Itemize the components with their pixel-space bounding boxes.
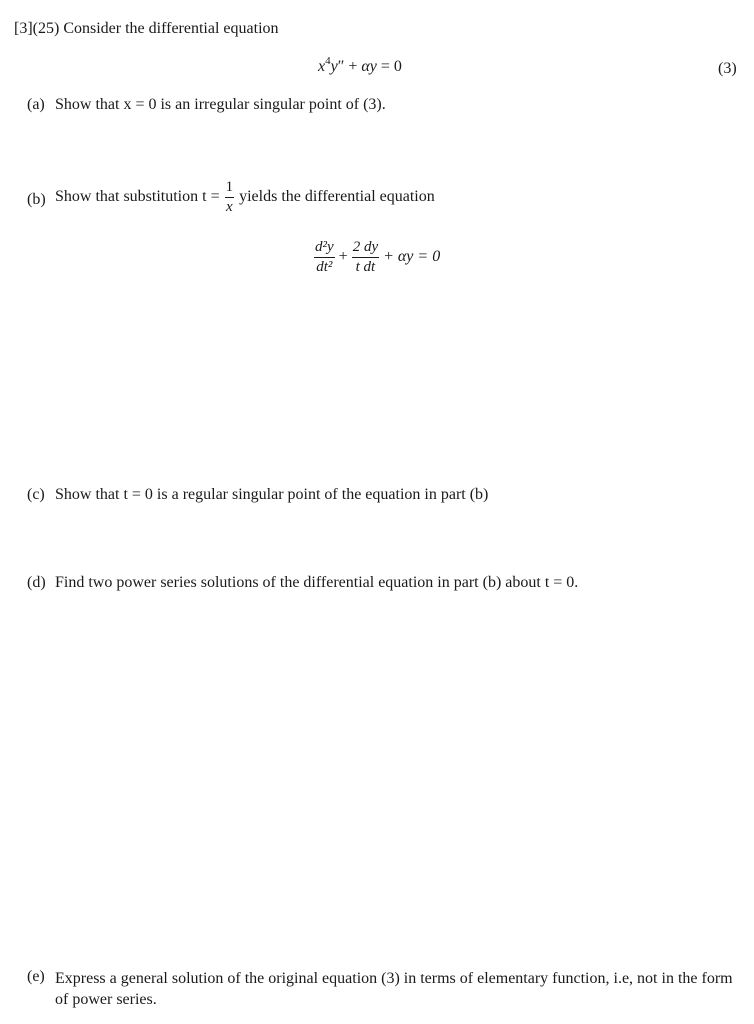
part-c-text: Show that t = 0 is a regular singular point of the equation in part (b) <box>55 486 489 503</box>
part-d-text: Find two power series solutions of the differential equation in part (b) about t = 0. <box>55 574 579 591</box>
plus-sign: + <box>338 248 348 265</box>
part-b-label: (b) <box>27 191 46 208</box>
part-b-equation <box>314 236 440 278</box>
part-d-label: (d) <box>27 574 46 591</box>
part-a-text: Show that x = 0 is an irregular singular point of (3). <box>55 96 386 113</box>
substitution-fraction <box>225 180 235 215</box>
second-derivative-term <box>314 240 335 275</box>
part-b-text-before: Show that substitution t = <box>55 188 220 205</box>
part-b-line <box>55 177 435 217</box>
part-c-label: (c) <box>27 486 45 503</box>
part-a-label: (a) <box>27 96 45 113</box>
part-e-text: Express a general solution of the original equation (3) in terms of elementary function, i.e, not in the form of power series. <box>55 970 733 1008</box>
problem-header: [3](25) Consider the differential equation <box>14 20 279 37</box>
first-derivative-term <box>352 240 379 275</box>
term1-numerator: d²y <box>315 238 334 255</box>
fraction-denominator: x <box>226 198 233 215</box>
part-b-text-after: yields the differential equation <box>239 188 435 205</box>
equation-rest: + αy = 0 <box>383 248 441 265</box>
term2-numerator: 2 dy <box>352 238 379 255</box>
part-e-label: (e) <box>27 968 45 985</box>
fraction-numerator: 1 <box>225 178 234 195</box>
equation-number: (3) <box>718 60 737 77</box>
term1-denominator: dt² <box>316 258 333 275</box>
term2-denominator: t dt <box>355 258 376 275</box>
main-equation: $x^4y'' + \alpha y = 0$ <box>318 54 402 75</box>
